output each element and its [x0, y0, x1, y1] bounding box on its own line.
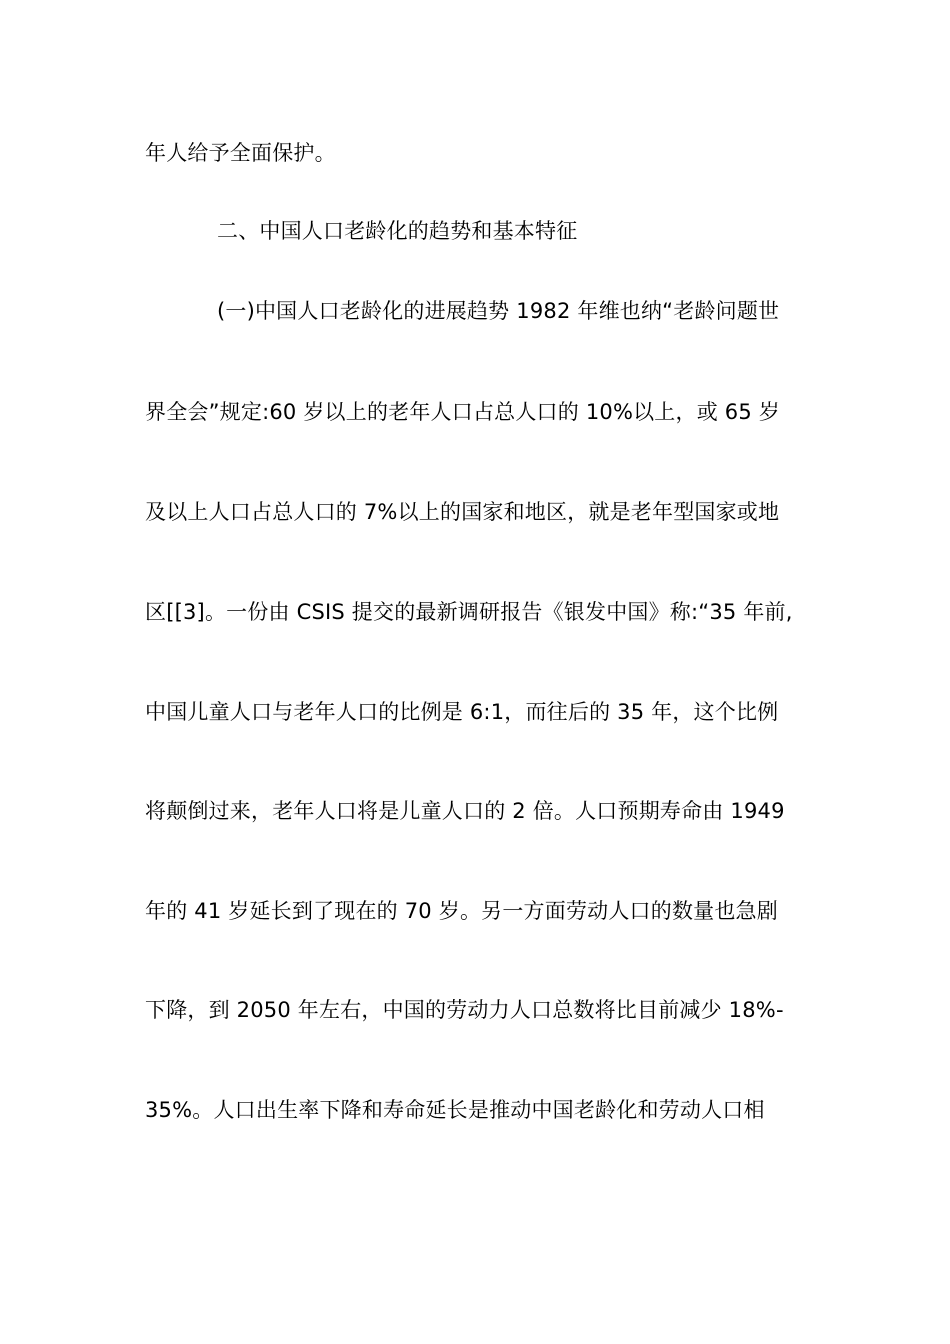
paragraph-line: 下降，到 2050 年左右，中国的劳动力人口总数将比目前减少 18%- [145, 998, 784, 1022]
subsection-heading-line: (一)中国人口老龄化的进展趋势 1982 年维也纳“老龄问题世 [217, 299, 780, 323]
paragraph-line: 年的 41 岁延长到了现在的 70 岁。另一方面劳动人口的数量也急剧 [145, 899, 778, 923]
section-heading: 二、中国人口老龄化的趋势和基本特征 [217, 219, 578, 243]
paragraph-line: 35%。人口出生率下降和寿命延长是推动中国老龄化和劳动人口相 [145, 1098, 765, 1122]
paragraph-line: 年人给予全面保护。 [145, 141, 336, 165]
paragraph-line: 界全会”规定:60 岁以上的老年人口占总人口的 10%以上，或 65 岁 [145, 400, 780, 424]
paragraph-line: 及以上人口占总人口的 7%以上的国家和地区，就是老年型国家或地 [145, 500, 780, 524]
paragraph-line: 将颠倒过来，老年人口将是儿童人口的 2 倍。人口预期寿命由 1949 [145, 799, 785, 823]
paragraph-line: 中国儿童人口与老年人口的比例是 6:1，而往后的 35 年，这个比例 [145, 700, 779, 724]
paragraph-line: 区[[3]。一份由 CSIS 提交的最新调研报告《银发中国》称:“35 年前, [145, 600, 793, 624]
